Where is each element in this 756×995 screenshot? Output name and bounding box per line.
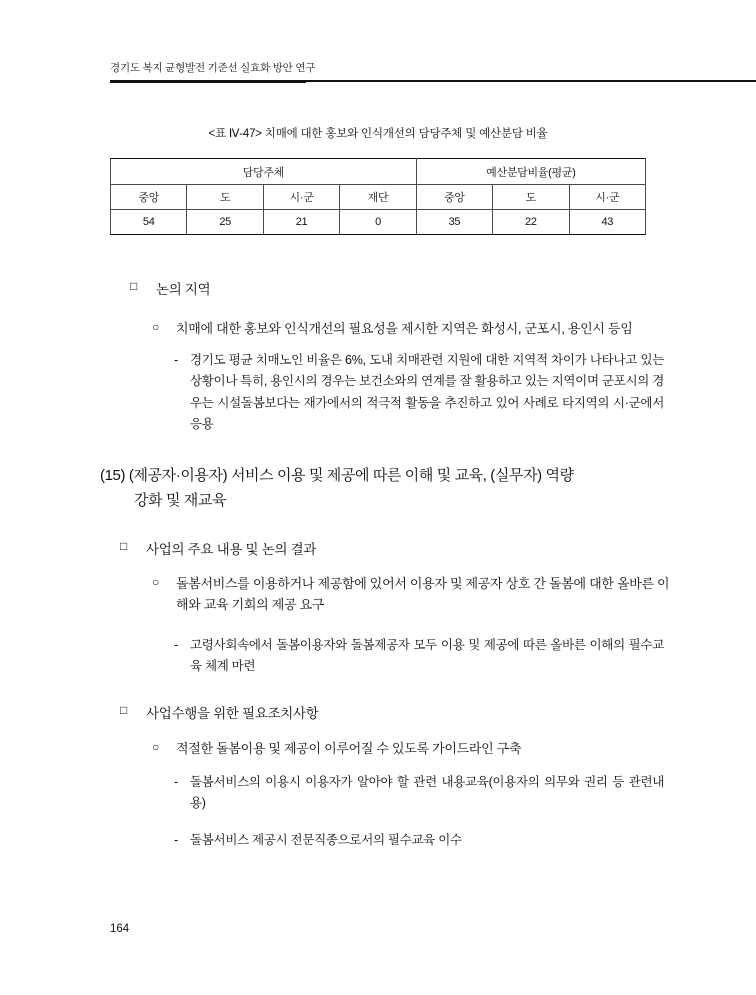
table-caption: <표 Ⅳ-47> 치매에 대한 홍보와 인식개선의 담당주체 및 예산분담 비율 — [208, 128, 548, 140]
table-row — [111, 210, 646, 235]
table-cell: 21 — [263, 210, 339, 235]
table-column-header-cell: 도 — [493, 185, 569, 210]
table-cell: 22 — [493, 210, 569, 235]
bullet-text: 고령사회속에서 돌봄이용자와 돌봄제공자 모두 이용 및 제공에 따른 올바른 이해의 필수교육 체계 마련 — [190, 638, 664, 674]
table-group-header-cell: 담당주체 — [111, 159, 417, 185]
data-table-wrapper — [110, 158, 646, 235]
circle-bullet-icon: ○ — [152, 320, 159, 334]
dash-bullet-icon: - — [174, 775, 178, 789]
square-bullet-icon: □ — [120, 703, 127, 717]
bullet-aged-society — [174, 635, 664, 678]
section-title: (제공자·이용자) 서비스 이용 및 제공에 따른 이해 및 교육, (실무자) 역량 — [128, 467, 574, 484]
table-column-header-cell: 중앙 — [111, 185, 187, 210]
table-cell: 54 — [111, 210, 187, 235]
bullet-user-education — [174, 772, 664, 815]
section-number: (15) — [100, 467, 126, 484]
table-column-header-cell: 중앙 — [416, 185, 492, 210]
section-heading-15 — [100, 464, 652, 514]
table-cell: 35 — [416, 210, 492, 235]
dash-bullet-icon: - — [174, 638, 178, 652]
bullet-gyeonggi-average — [174, 350, 664, 435]
bullet-text: 사업수행을 위한 필요조치사항 — [146, 706, 319, 721]
bullet-text: 돌봄서비스를 이용하거나 제공함에 있어서 이용자 및 제공자 상호 간 돌봄에 대한 올바른 이해와 교육 기회의 제공 요구 — [176, 576, 670, 613]
bullet-text: 돌봄서비스 제공시 전문직종으로서의 필수교육 이수 — [190, 833, 462, 847]
bullet-guideline-construction — [152, 738, 676, 759]
table-column-header-cell: 재단 — [340, 185, 416, 210]
circle-bullet-icon: ○ — [152, 740, 159, 754]
section-title-line2: 강화 및 재교육 — [134, 491, 227, 509]
dash-bullet-icon: - — [174, 833, 178, 847]
table-column-header-cell: 시·군 — [263, 185, 339, 210]
table-cell: 43 — [569, 210, 645, 235]
table-cell: 25 — [187, 210, 263, 235]
bullet-provider-education — [174, 830, 664, 851]
bullet-text: 사업의 주요 내용 및 논의 결과 — [146, 542, 317, 557]
table-group-header-row — [111, 159, 646, 185]
running-header-text: 경기도 복지 균형발전 기준선 실효화 방안 연구 — [110, 62, 316, 74]
bullet-care-service-understanding — [152, 573, 676, 616]
bullet-project-main-content — [120, 538, 676, 558]
table-column-header-cell: 시·군 — [569, 185, 645, 210]
bullet-text: 경기도 평균 치매노인 비율은 6%, 도내 치매관련 지원에 대한 지역적 차이가 나타나고 있는 상황이나 특히, 용인시의 경우는 보건소와의 연계를 잘 활용하고 있는 지역이며 군포시의 경우는 시설돌봄보다는 재가에서의 적극적 활동을 추진하고 있어 사례로 타지역의 시·군에서 응용 — [190, 353, 664, 431]
table-column-header-row — [111, 185, 646, 210]
bullet-text: 치매에 대한 홍보와 인식개선의 필요성을 제시한 지역은 화성시, 군포시, 용인시 등임 — [176, 321, 633, 336]
table-cell: 0 — [340, 210, 416, 235]
bullet-text: 돌봄서비스의 이용시 이용자가 알아야 할 관련 내용교육(이용자의 의무와 권리 등 관련내용) — [190, 775, 664, 811]
table-group-header-cell: 예산분담비율(평균) — [416, 159, 645, 185]
bullet-discussion-region — [130, 278, 676, 298]
bullet-dementia-promotion — [152, 318, 676, 339]
bullet-text: 적절한 돌봄이용 및 제공이 이루어질 수 있도록 가이드라인 구축 — [176, 741, 522, 756]
dash-bullet-icon: - — [174, 353, 178, 367]
bullet-text: 논의 지역 — [156, 282, 211, 297]
data-table — [110, 158, 646, 235]
header-rule-accent — [110, 80, 306, 83]
page-number: 164 — [110, 923, 130, 935]
square-bullet-icon: □ — [120, 539, 127, 553]
running-header — [110, 58, 646, 79]
circle-bullet-icon: ○ — [152, 575, 159, 589]
square-bullet-icon: □ — [130, 279, 137, 293]
table-column-header-cell: 도 — [187, 185, 263, 210]
bullet-required-measures — [120, 702, 676, 722]
